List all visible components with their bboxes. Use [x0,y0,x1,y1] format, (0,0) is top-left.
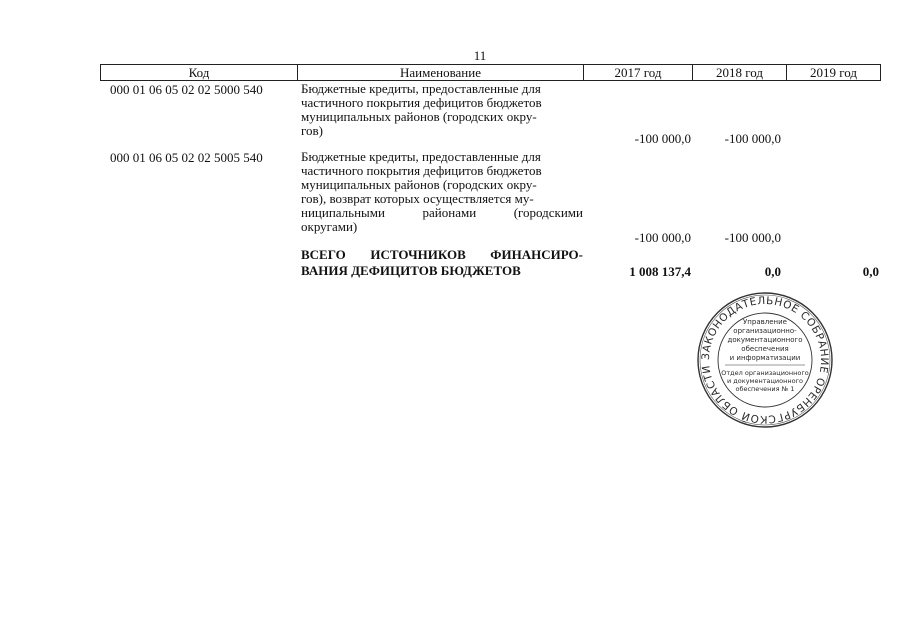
header-2019: 2019 год [810,65,857,80]
seal-line: документационного [727,336,803,344]
header-code: Код [188,65,210,80]
total-name-line: ВСЕГО ИСТОЧНИКОВ ФИНАНСИРО- [301,247,583,262]
header-2018: 2018 год [716,65,763,80]
row-code: 000 01 06 05 02 02 5000 540 [110,82,263,97]
page-number: 11 [473,48,487,63]
header-2017: 2017 год [614,65,662,80]
total-value-2018: 0,0 [764,264,781,279]
row-value-2017: -100 000,0 [634,131,691,146]
total-name-line: ВАНИЯ ДЕФИЦИТОВ БЮДЖЕТОВ [301,263,521,278]
seal-line: и информатизации [729,354,801,362]
row-name-line: муниципальных районов (городских окру- [301,177,537,192]
official-seal-stamp [695,290,835,430]
row-name-line: округами) [301,219,358,234]
row-name-line: гов) [301,123,323,138]
row-name-line: Бюджетные кредиты, предоставленные для [301,149,541,164]
row-value-2018: -100 000,0 [724,230,781,245]
seal-line: и документационного [727,377,803,385]
row-value-2018: -100 000,0 [724,131,781,146]
row-code: 000 01 06 05 02 02 5005 540 [110,150,263,165]
seal-line: Отдел организационного [721,369,809,377]
row-name [301,82,583,138]
seal-line: организационно- [733,327,797,335]
row-name-line: частичного покрытия дефицитов бюджетов [301,95,542,110]
seal-line: Управление [743,318,787,326]
seal-line: обеспечения № 1 [735,385,795,393]
row-name-line: ниципальными районами (городскими [301,205,583,220]
row-name [301,150,583,234]
seal-line: обеспечения [741,345,789,353]
row-name-line: муниципальных районов (городских окру- [301,109,537,124]
row-name-line: Бюджетные кредиты, предоставленные для [301,81,541,96]
header-name: Наименование [400,65,481,80]
row-name-line: гов), возврат которых осуществляется му- [301,191,534,206]
row-value-2017: -100 000,0 [634,230,691,245]
seal-ring-text: ЗАКОНОДАТЕЛЬНОЕ СОБРАНИЕ ОРЕНБУРГСКОЙ ОБЛАСТИ [699,294,831,426]
row-name-line: частичного покрытия дефицитов бюджетов [301,163,542,178]
table-header-row [100,64,881,81]
seal-center-text [721,318,809,393]
total-name [301,247,583,279]
total-value-2019: 0,0 [862,264,879,279]
total-value-2017: 1 008 137,4 [629,264,691,279]
